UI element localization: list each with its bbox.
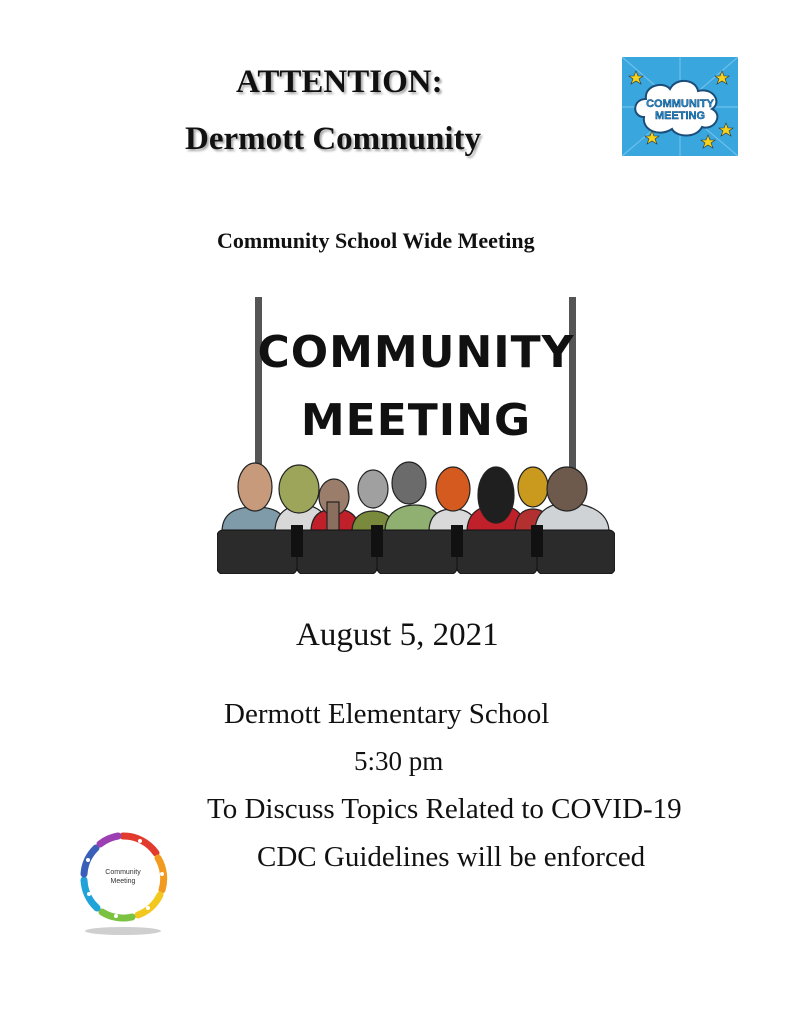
screen-line-2: MEETING [300,395,532,446]
event-date: August 5, 2021 [296,617,499,653]
community-meeting-illustration [217,297,615,574]
ring-logo-graphic [76,828,171,936]
badge-line-2: MEETING [654,110,706,122]
community-meeting-ring-logo [76,828,171,936]
ring-logo-line-1: Community [105,869,141,876]
event-time: 5:30 pm [354,746,444,776]
attention-heading: ATTENTION: [236,64,443,100]
event-location: Dermott Elementary School [224,698,550,730]
badge-line-1: COMMUNITY [646,98,714,110]
event-topic: To Discuss Topics Related to COVID-19 [207,793,682,825]
audience-graphic [217,297,615,574]
ring-logo-line-2: Meeting [110,878,136,885]
cdc-guidelines-note: CDC Guidelines will be enforced [257,841,646,873]
badge-graphic [622,57,738,156]
community-meeting-badge [622,57,738,156]
screen-line-1: COMMUNITY [257,327,575,378]
community-heading: Dermott Community [185,121,482,157]
meeting-subtitle: Community School Wide Meeting [217,228,535,253]
